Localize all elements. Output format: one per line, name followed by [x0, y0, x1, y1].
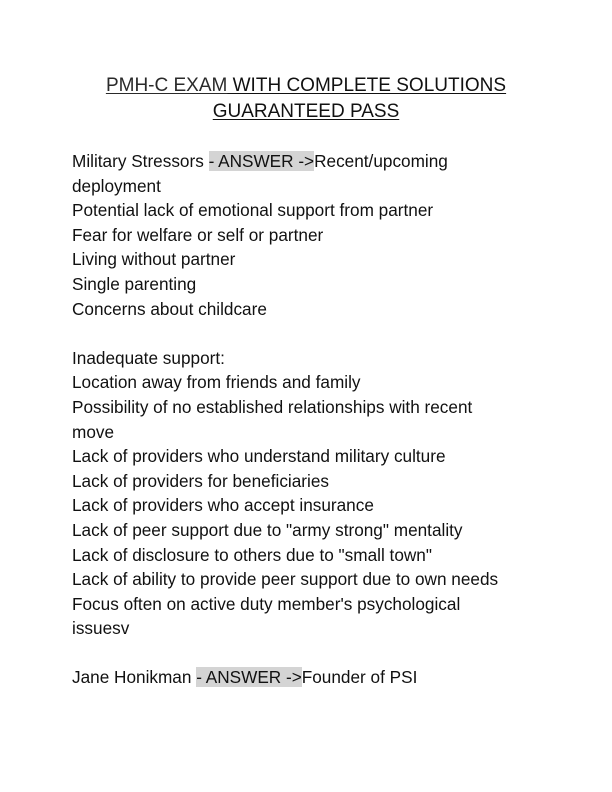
answer-marker: - ANSWER ->: [208, 151, 315, 171]
title-prefix: PMH-C EXAM: [105, 75, 228, 96]
answer-line: Lack of peer support due to "army strong" mentality: [72, 519, 463, 540]
question-line: [72, 149, 542, 174]
answer-line: Focus often on active duty member's psychological: [72, 593, 461, 614]
answer-line: issuesv: [72, 618, 130, 639]
answer-text: Recent/upcoming: [314, 151, 448, 171]
question-term: Military Stressors: [72, 151, 209, 171]
document-body: [72, 149, 542, 690]
answer-line: Lack of disclosure to others due to "small town": [72, 544, 432, 565]
question-term: Jane Honikman: [72, 667, 197, 688]
answer-line: deployment: [72, 175, 161, 196]
answer-line: Single parenting: [72, 273, 197, 294]
paragraph-gap: [72, 321, 542, 346]
answer-line: Potential lack of emotional support from partner: [72, 200, 434, 221]
title-line-2: [0, 99, 612, 125]
answer-line: Inadequate support:: [72, 347, 225, 368]
answer-line: Lack of providers who understand military culture: [72, 446, 446, 467]
answer-line: move: [72, 421, 115, 442]
document-title: [0, 73, 612, 125]
answer-line: Fear for welfare or self or partner: [72, 224, 324, 245]
answer-marker: - ANSWER ->: [196, 667, 302, 688]
answer-line: Living without partner: [72, 249, 236, 270]
title-line-1: [0, 73, 612, 99]
answer-line: Lack of ability to provide peer support due to own needs: [72, 569, 499, 590]
title-line-2-text: GUARANTEED PASS: [212, 101, 400, 122]
answer-line: Location away from friends and family: [72, 372, 361, 393]
answer-line: Lack of providers for beneficiaries: [72, 470, 329, 491]
answer-text: Founder of PSI: [301, 667, 418, 688]
paragraph-gap: [72, 641, 542, 666]
answer-line: Possibility of no established relationships with recent: [72, 396, 473, 417]
answer-line: Lack of providers who accept insurance: [72, 495, 374, 516]
answer-line: Concerns about childcare: [72, 298, 267, 319]
title-rest: WITH COMPLETE SOLUTIONS: [227, 75, 507, 96]
question-line: [72, 665, 542, 690]
